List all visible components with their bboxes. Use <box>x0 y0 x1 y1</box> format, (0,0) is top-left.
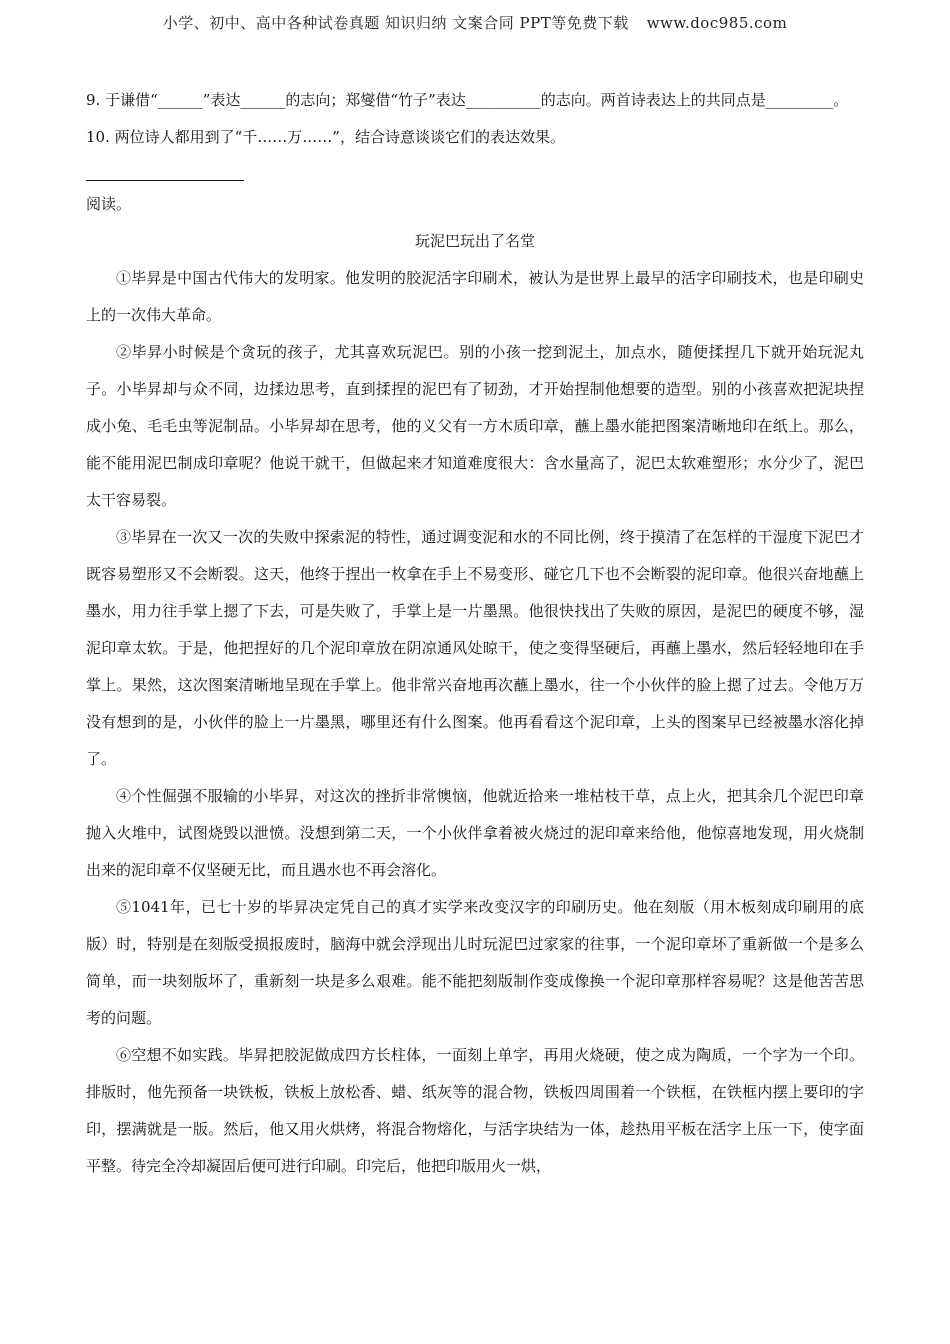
paragraph-5: ⑤1041年，已七十岁的毕昇决定凭自己的真才实学来改变汉字的印刷历史。他在刻版（用木板刻成印刷用的底版）时，特别是在刻版受损报废时，脑海中就会浮现出儿时玩泥巴过家家的往事，一个泥印章坏了重新做一个是多么简单，而一块刻版坏了，重新刻一块是多么艰难。能不能把刻版制作变成像换一个泥印章那样容易呢？这是他苦苦思考的问题。 <box>86 898 864 1027</box>
page-header <box>0 12 950 33</box>
question-10: 10. 两位诗人都用到了“千……万……”，结合诗意谈谈它们的表达效果。 <box>86 128 565 146</box>
paragraph-4: ④个性倔强不服输的小毕昇，对这次的挫折非常懊恼，他就近拾来一堆枯枝干草，点上火，把其余几个泥巴印章抛入火堆中，试图烧毁以泄愤。没想到第二天，一个小伙伴拿着被火烧过的泥印章来给他，他惊喜地发现，用火烧制出来的泥印章不仅坚硬无比，而且遇水也不再会溶化。 <box>86 787 864 879</box>
article-title: 玩泥巴玩出了名堂 <box>414 232 535 250</box>
answer-blank-line <box>86 156 244 181</box>
document-body <box>86 82 864 1185</box>
question-9: 9. 于谦借“______”表达______的志向；郑燮借“竹子”表达__________的志向。两首诗表达上的共同点是_________。 <box>86 91 849 109</box>
paragraph-2: ②毕昇小时候是个贪玩的孩子，尤其喜欢玩泥巴。别的小孩一挖到泥土，加点水，随便揉捏几下就开始玩泥丸子。小毕昇却与众不同，边揉边思考，直到揉捏的泥巴有了韧劲，才开始捏制他想要的造型。别的小孩喜欢把泥块捏成小兔、毛毛虫等泥制品。小毕昇却在思考，他的义父有一方木质印章，蘸上墨水能把图案清晰地印在纸上。那么，能不能用泥巴制成印章呢？他说干就干，但做起来才知道难度很大：含水量高了，泥巴太软难塑形；水分少了，泥巴太干容易裂。 <box>86 343 864 509</box>
section-label: 阅读。 <box>86 195 132 213</box>
paragraph-3: ③毕昇在一次又一次的失败中探索泥的特性，通过调变泥和水的不同比例，终于摸清了在怎样的干湿度下泥巴才既容易塑形又不会断裂。这天，他终于捏出一枚拿在手上不易变形、碰它几下也不会断裂的泥印章。他很兴奋地蘸上墨水，用力往手掌上摁了下去，可是失败了，手掌上是一片墨黑。他很快找出了失败的原因，是泥巴的硬度不够，湿泥印章太软。于是，他把捏好的几个泥印章放在阴凉通风处晾干，使之变得坚硬后，再蘸上墨水，然后轻轻地印在手掌上。果然，这次图案清晰地呈现在手掌上。他非常兴奋地再次蘸上墨水，往一个小伙伴的脸上摁了过去。令他万万没有想到的是，小伙伴的脸上一片墨黑，哪里还有什么图案。他再看看这个泥印章，上头的图案早已经被墨水溶化掉了。 <box>86 528 864 768</box>
paragraph-6: ⑥空想不如实践。毕昇把胶泥做成四方长柱体，一面刻上单字，再用火烧硬，使之成为陶质，一个字为一个印。排版时，他先预备一块铁板，铁板上放松香、蜡、纸灰等的混合物，铁板四周围着一个铁框，在铁框内摆上要印的字印，摆满就是一版。然后，他又用火烘烤，将混合物熔化，与活字块结为一体，趁热用平板在活字上压一下，使字面平整。待完全冷却凝固后便可进行印刷。印完后，他把印版用火一烘， <box>86 1046 864 1175</box>
header-text: 小学、初中、高中各种试卷真题 知识归纳 文案合同 PPT等免费下载 <box>162 14 629 32</box>
header-site-link[interactable]: www.doc985.com <box>646 14 788 32</box>
paragraph-1: ①毕昇是中国古代伟大的发明家。他发明的胶泥活字印刷术，被认为是世界上最早的活字印刷技术，也是印刷史上的一次伟大革命。 <box>86 269 864 324</box>
